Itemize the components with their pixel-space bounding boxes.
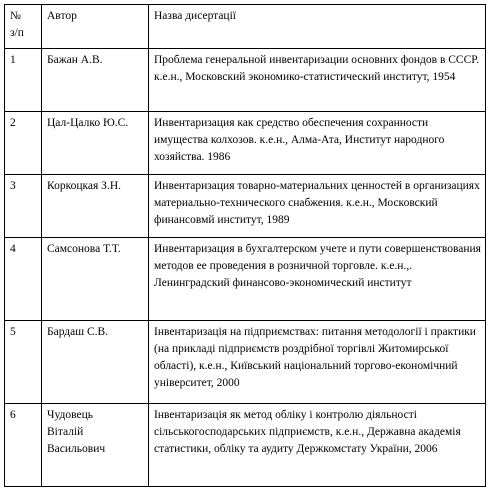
row-title: Инвентаризация как средство обеспечения сохранности имущества колхозов. к.е.н., Алма-Ата, Институт народного хозяйства. 1986 [149,112,486,175]
table-row [5,404,486,487]
row-author: Цал-Цалко Ю.С. [42,112,149,175]
row-author: Чудовець Віталій Васильович [42,404,149,487]
row-title: Інвентаризація як метод обліку і контролю діяльності сільськогосподарських підприємств, к.е.н., Державна академія статистики, обліку та аудиту Держкомстату України, 2006 [149,404,486,487]
row-num: 3 [5,175,42,238]
row-num: 4 [5,238,42,321]
row-author: Бажан А.В. [42,49,149,112]
header-author: Автор [42,5,149,49]
table-row [5,238,486,321]
row-title: Проблема генеральной инвентаризации основних фондов в СССР. к.е.н., Московский экономико-статистический институт, 1954 [149,49,486,112]
row-title: Инвентаризация в бухгалтерском учете и пути совершенствования методов ее проведения в розничной торговле. к.е.н.,. Ленинградский финансово-экономический институт [149,238,486,321]
dissertations-table [4,4,486,487]
table-row [5,49,486,112]
row-num: 6 [5,404,42,487]
header-title: Назва дисертації [149,5,486,49]
row-author: Самсонова Т.Т. [42,238,149,321]
row-author: Бардаш С.В. [42,321,149,404]
header-num: № з/п [5,5,42,49]
row-num: 2 [5,112,42,175]
table-row [5,112,486,175]
row-num: 5 [5,321,42,404]
table-row [5,175,486,238]
table-header-row [5,5,486,49]
row-title: Інвентаризація на підприємствах: питання методології і практики (на прикладі підприємств роздрібної торгівлі Житомирської області), к.е.н., Київський національний торгово-економічний університет, 2000 [149,321,486,404]
row-title: Инвентаризация товарно-материальних ценностей в организациях материально-технического снабжения. к.е.н., Московский финансовмй институт, 1989 [149,175,486,238]
row-num: 1 [5,49,42,112]
row-author: Коркоцкая З.Н. [42,175,149,238]
table-row [5,321,486,404]
